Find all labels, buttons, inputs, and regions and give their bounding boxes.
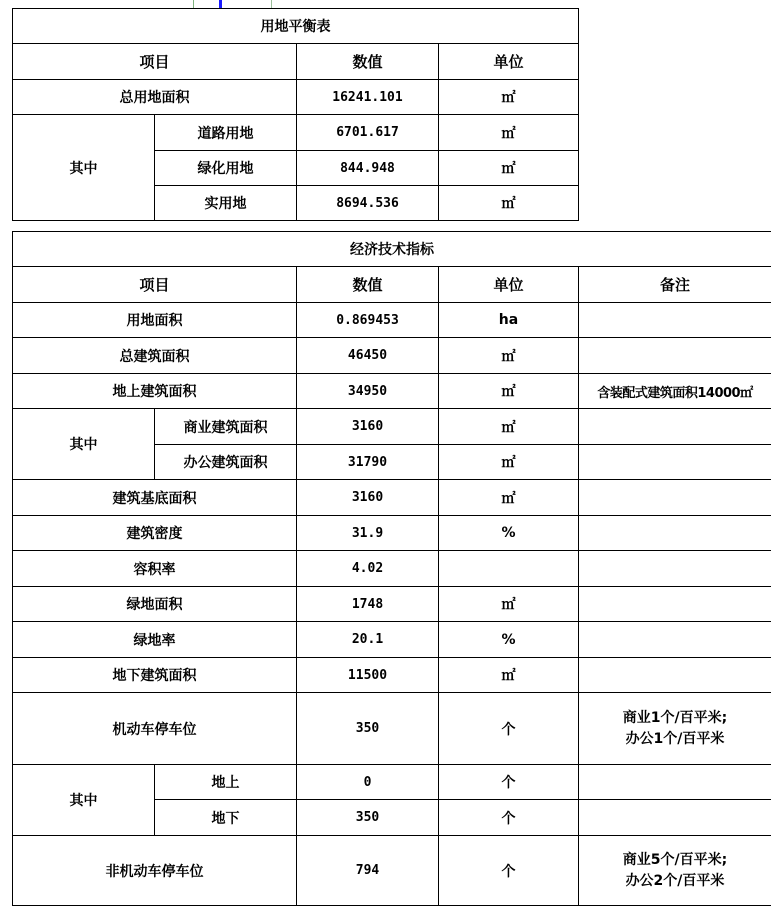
row-unit: ㎡ [439, 115, 579, 151]
table-row [13, 80, 579, 115]
table-row [13, 303, 771, 338]
table-row [13, 836, 771, 906]
row-unit: ㎡ [439, 658, 579, 693]
row-unit: ㎡ [439, 338, 579, 374]
row-unit: ㎡ [439, 480, 579, 516]
row-note [579, 587, 771, 622]
row-note [579, 480, 771, 516]
row-note [579, 658, 771, 693]
row-value: 350 [297, 693, 439, 765]
group-label: 其中 [13, 765, 155, 836]
group-label: 其中 [13, 409, 155, 480]
row-value: 16241.101 [297, 80, 439, 115]
row-unit: % [439, 516, 579, 551]
header-item: 项目 [13, 44, 297, 80]
table-row [13, 765, 771, 800]
row-value: 31790 [297, 445, 439, 480]
row-value: 4.02 [297, 551, 439, 587]
row-unit [439, 551, 579, 587]
table-row [13, 622, 771, 658]
table-row [13, 516, 771, 551]
table-header-row [13, 44, 579, 80]
row-label: 办公建筑面积 [155, 445, 297, 480]
row-unit: ㎡ [439, 151, 579, 186]
row-label: 建筑基底面积 [13, 480, 297, 516]
row-unit: 个 [439, 765, 579, 800]
row-unit: 个 [439, 836, 579, 906]
row-note [579, 409, 771, 445]
row-label: 地下建筑面积 [13, 658, 297, 693]
table-row [13, 374, 771, 409]
row-value: 3160 [297, 409, 439, 445]
row-value: 6701.617 [297, 115, 439, 151]
row-label: 地上 [155, 765, 297, 800]
row-label: 地下 [155, 800, 297, 836]
row-unit: 个 [439, 693, 579, 765]
row-value: 350 [297, 800, 439, 836]
table-header-row [13, 267, 771, 303]
header-value: 数值 [297, 267, 439, 303]
row-label: 用地面积 [13, 303, 297, 338]
header-unit: 单位 [439, 267, 579, 303]
row-unit: ㎡ [439, 374, 579, 409]
row-note [579, 338, 771, 374]
row-label: 建筑密度 [13, 516, 297, 551]
tech-indicators-table [12, 231, 771, 906]
table-row [13, 480, 771, 516]
row-value: 34950 [297, 374, 439, 409]
row-note [579, 303, 771, 338]
row-value: 11500 [297, 658, 439, 693]
row-unit: ㎡ [439, 186, 579, 221]
row-label: 道路用地 [155, 115, 297, 151]
row-value: 0.869453 [297, 303, 439, 338]
table-row [13, 658, 771, 693]
row-unit: 个 [439, 800, 579, 836]
row-label: 总用地面积 [13, 80, 297, 115]
header-note: 备注 [579, 267, 771, 303]
row-value: 844.948 [297, 151, 439, 186]
table-row [13, 115, 579, 151]
group-label: 其中 [13, 115, 155, 221]
row-note [579, 800, 771, 836]
table-row [13, 693, 771, 765]
row-label: 绿地面积 [13, 587, 297, 622]
row-note [579, 622, 771, 658]
row-unit: ㎡ [439, 587, 579, 622]
row-value: 794 [297, 836, 439, 906]
row-label: 绿地率 [13, 622, 297, 658]
note-line: 商业1个/百平米; [622, 709, 728, 726]
row-label: 机动车停车位 [13, 693, 297, 765]
note-line: 办公2个/百平米 [625, 872, 725, 889]
row-note [579, 551, 771, 587]
row-value: 31.9 [297, 516, 439, 551]
row-unit: ㎡ [439, 445, 579, 480]
row-label: 非机动车停车位 [13, 836, 297, 906]
row-note [579, 765, 771, 800]
land-balance-table [12, 8, 579, 221]
row-value: 8694.536 [297, 186, 439, 221]
note-line: 商业5个/百平米; [622, 851, 728, 868]
tech-indicators-title: 经济技术指标 [13, 232, 771, 267]
row-label: 商业建筑面积 [155, 409, 297, 445]
header-unit: 单位 [439, 44, 579, 80]
row-value: 0 [297, 765, 439, 800]
row-label: 实用地 [155, 186, 297, 221]
row-value: 1748 [297, 587, 439, 622]
table-row [13, 551, 771, 587]
table-row [13, 338, 771, 374]
row-label: 总建筑面积 [13, 338, 297, 374]
header-item: 项目 [13, 267, 297, 303]
table-row [13, 409, 771, 445]
row-unit: % [439, 622, 579, 658]
row-label: 地上建筑面积 [13, 374, 297, 409]
row-label: 绿化用地 [155, 151, 297, 186]
header-value: 数值 [297, 44, 439, 80]
note-line: 办公1个/百平米 [625, 730, 725, 747]
row-note [579, 445, 771, 480]
table-row [13, 587, 771, 622]
row-note [579, 693, 771, 765]
row-value: 46450 [297, 338, 439, 374]
row-unit: ㎡ [439, 409, 579, 445]
row-unit: ㎡ [439, 80, 579, 115]
row-unit: ha [439, 303, 579, 338]
row-label: 容积率 [13, 551, 297, 587]
row-note [579, 836, 771, 906]
row-value: 20.1 [297, 622, 439, 658]
land-balance-title: 用地平衡表 [13, 9, 579, 44]
row-note [579, 516, 771, 551]
row-value: 3160 [297, 480, 439, 516]
row-note: 含装配式建筑面积14000㎡ [579, 374, 771, 409]
